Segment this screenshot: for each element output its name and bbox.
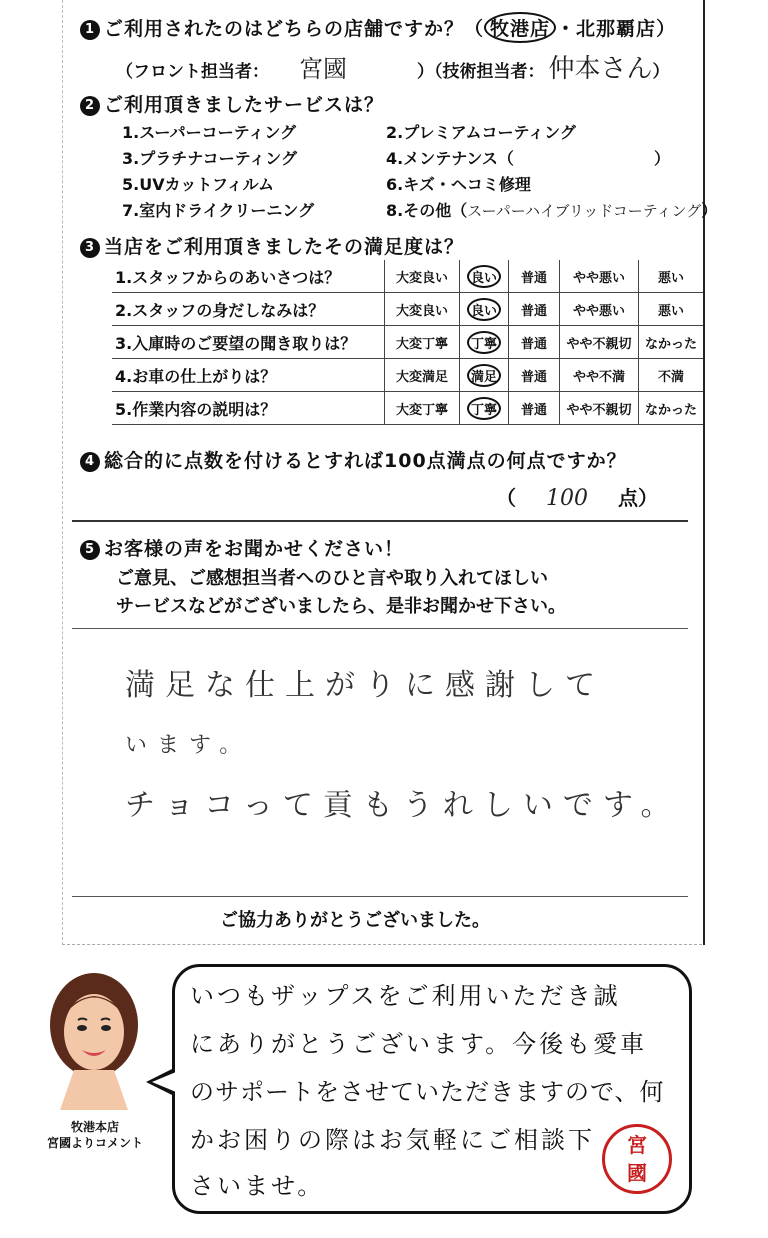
question-text: ご利用頂きましたサービスは？ <box>104 94 385 116</box>
row-label: 5.作業内容の説明は？ <box>112 392 385 425</box>
comment-line: かお困りの際はお気軽にご相談下 <box>190 1126 595 1154</box>
question-text: 当店をご利用頂きましたその満足度は？ <box>104 236 465 258</box>
row-label: 3.入庫時のご要望の聞き取りは？ <box>112 326 385 359</box>
service-item: 5.UVカットフィルム <box>122 175 275 194</box>
customer-message-line: チョコって貢もうれしいです。 <box>125 788 681 823</box>
rating-option-selected <box>460 260 509 293</box>
comment-author-store: 牧港本店 <box>70 1120 119 1134</box>
question-number: 2 <box>80 96 100 116</box>
question-2 <box>80 90 384 117</box>
service-label: 8.その他（ <box>386 201 468 220</box>
staff-line <box>116 48 670 85</box>
customer-message-line: 満足な仕上がりに感謝して <box>125 668 605 703</box>
rating-option: やや悪い <box>560 293 639 326</box>
question-5-sub2: サービスなどがございましたら、是非お聞かせ下さい。 <box>116 596 566 617</box>
rating-option: やや悪い <box>560 260 639 293</box>
table-row <box>112 260 703 293</box>
satisfaction-table <box>112 260 703 425</box>
rating-option: やや不満 <box>560 359 639 392</box>
service-item: 3.プラチナコーティング <box>122 149 297 168</box>
row-label: 2.スタッフの身だしなみは？ <box>112 293 385 326</box>
rating-option: 大変良い <box>385 293 460 326</box>
front-staff-value: 宮國 <box>299 55 347 83</box>
score-unit: 点） <box>618 486 658 510</box>
service-item <box>386 146 670 169</box>
customer-message-line: います。 <box>125 733 252 758</box>
rating-option-selected <box>460 293 509 326</box>
thank-you-text: ご協力ありがとうございました。 <box>220 910 490 931</box>
store-option: 北那覇店 <box>576 18 657 40</box>
rating-option: 大変丁寧 <box>385 326 460 359</box>
rating-option: やや不親切 <box>560 326 639 359</box>
tech-staff-value: 仲本さん <box>548 54 653 84</box>
question-number: 5 <box>80 540 100 560</box>
question-number: 4 <box>80 452 100 472</box>
rating-option-selected <box>460 392 509 425</box>
rating-option: 大変良い <box>385 260 460 293</box>
bracket: （ <box>496 486 516 510</box>
staff-portrait-icon <box>44 970 144 1110</box>
tech-staff-label: ）（技術担当者： <box>417 62 545 82</box>
question-5 <box>80 534 404 561</box>
rating-option: 普通 <box>509 260 560 293</box>
comment-line: にありがとうございます。今後も愛車 <box>190 1030 648 1058</box>
rating-option: なかった <box>639 392 704 425</box>
selected-mark: 満足 <box>467 364 501 387</box>
rating-option: 悪い <box>639 260 704 293</box>
divider <box>72 520 688 522</box>
question-text: お客様の声をお聞かせください！ <box>104 538 405 560</box>
question-number: 3 <box>80 238 100 258</box>
rating-option: やや不親切 <box>560 392 639 425</box>
comment-author-name: 宮國よりコメント <box>46 1136 143 1150</box>
bubble-tail-fill <box>152 1072 176 1092</box>
seal-text: 宮國 <box>627 1133 647 1185</box>
table-row <box>112 326 703 359</box>
service-item: 1.スーパーコーティング <box>122 123 297 142</box>
front-staff-label: （フロント担当者： <box>116 62 269 82</box>
bracket: ） <box>653 149 670 168</box>
question-text: 総合的に点数を付けるとすれば100点満点の何点ですか？ <box>104 450 627 472</box>
question-text: ご利用されたのはどちらの店舗ですか？（ <box>104 18 485 40</box>
comment-line: さいませ。 <box>190 1172 325 1200</box>
question-number: 1 <box>80 20 100 40</box>
rating-option: なかった <box>639 326 704 359</box>
divider <box>72 628 688 629</box>
bracket: ） <box>701 201 718 220</box>
separator: ・ <box>556 18 577 40</box>
rating-option: 大変丁寧 <box>385 392 460 425</box>
table-row <box>112 392 703 425</box>
divider <box>72 896 688 897</box>
rating-option: 普通 <box>509 326 560 359</box>
other-service-value: スーパーハイブリッドコーティング <box>467 202 702 220</box>
rating-option: 悪い <box>639 293 704 326</box>
rating-option: 普通 <box>509 293 560 326</box>
name-seal <box>602 1124 672 1194</box>
selected-mark: 丁寧 <box>467 397 501 420</box>
bracket: ） <box>656 18 677 40</box>
comment-line: のサポートをさせていただきますので、何 <box>190 1078 665 1106</box>
selected-mark: 丁寧 <box>467 331 501 354</box>
question-3 <box>80 232 464 259</box>
sheet-edge <box>62 944 702 945</box>
score-value: 100 <box>546 486 588 511</box>
row-label: 4.お車の仕上がりは？ <box>112 359 385 392</box>
selected-store: 牧港店 <box>484 12 556 43</box>
row-label: 1.スタッフからのあいさつは？ <box>112 260 385 293</box>
score-field <box>496 482 658 511</box>
table-row <box>112 293 703 326</box>
rating-option: 普通 <box>509 359 560 392</box>
comment-line: いつもザップスをご利用いただき誠 <box>190 982 621 1010</box>
rating-option: 大変満足 <box>385 359 460 392</box>
question-1 <box>80 12 676 43</box>
table-row <box>112 359 703 392</box>
question-5-sub1: ご意見、ご感想担当者へのひと言や取り入れてほしい <box>116 568 548 589</box>
rating-option-selected <box>460 359 509 392</box>
service-item <box>386 198 717 221</box>
service-item: 2.プレミアムコーティング <box>386 123 576 142</box>
bracket: ） <box>652 62 670 82</box>
service-label: 4.メンテナンス（ <box>386 149 514 168</box>
rating-option: 不満 <box>639 359 704 392</box>
service-item: 6.キズ・ヘコミ修理 <box>386 175 531 194</box>
rating-option-selected <box>460 326 509 359</box>
selected-mark: 良い <box>467 265 501 288</box>
rating-option: 普通 <box>509 392 560 425</box>
question-4 <box>80 446 627 473</box>
service-item: 7.室内ドライクリーニング <box>122 201 315 220</box>
selected-mark: 良い <box>467 298 501 321</box>
